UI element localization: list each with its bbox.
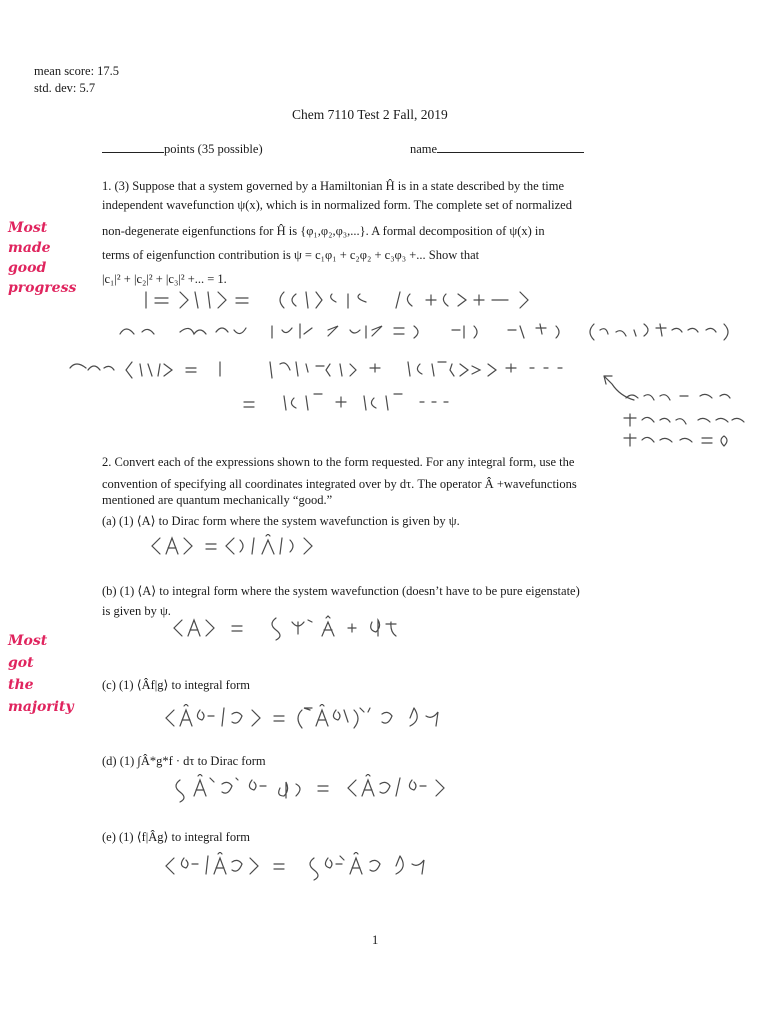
q2-margin-note bbox=[8, 630, 74, 718]
q1-line1: 1. (3) Suppose that a system governed by a Hamiltonian Ĥ is in a state described by the time bbox=[102, 179, 565, 193]
points-label: points (35 possible) bbox=[164, 142, 263, 156]
q2-margin-word: majority bbox=[8, 699, 74, 715]
q2b-prompt-1: (b) (1) ⟨A⟩ to integral form where the system wavefunction (doesn’t have to be pure eigenstate) bbox=[102, 584, 580, 598]
std-dev: std. dev: 5.7 bbox=[34, 81, 96, 95]
q1-margin-word: made bbox=[8, 240, 51, 256]
page-number: 1 bbox=[372, 933, 379, 947]
page-title: Chem 7110 Test 2 Fall, 2019 bbox=[292, 107, 448, 122]
q1-line2: independent wavefunction ψ(x), which is in normalized form. The complete set of normalized bbox=[102, 198, 572, 212]
q2b-handwritten-answer bbox=[172, 614, 402, 642]
q1-handwritten-work bbox=[60, 280, 760, 450]
q2d-handwritten-answer bbox=[172, 774, 472, 804]
q2e-prompt: (e) (1) ⟨f|Âg⟩ to integral form bbox=[102, 830, 250, 844]
q2b-prompt-2: is given by ψ. bbox=[102, 604, 171, 618]
q1-line3: non-degenerate eigenfunctions for Ĥ is {φ₁,φ₂,φ₃,...}. A formal decomposition of ψ(x) in bbox=[102, 224, 545, 238]
q2-margin-word: Most bbox=[8, 633, 48, 649]
q2e-handwritten-answer bbox=[164, 852, 454, 882]
q1-line5: |c₁|² + |c₂|² + |c₃|² +... = 1. bbox=[102, 272, 227, 286]
q2-line1: 2. Convert each of the expressions shown to the form requested. For any integral form, use the bbox=[102, 455, 575, 469]
points-blank bbox=[102, 140, 164, 153]
q2d-prompt: (d) (1) ∫Â*g*f · dτ to Dirac form bbox=[102, 754, 266, 768]
name-blank bbox=[437, 140, 584, 153]
q2a-prompt: (a) (1) ⟨A⟩ to Dirac form where the system wavefunction is given by ψ. bbox=[102, 514, 460, 528]
mean-score: mean score: 17.5 bbox=[34, 64, 120, 78]
name-line bbox=[410, 140, 584, 158]
points-line bbox=[102, 140, 263, 158]
name-label: name bbox=[410, 142, 438, 156]
q2-margin-word: the bbox=[8, 677, 34, 693]
q2c-handwritten-answer bbox=[164, 704, 464, 734]
q1-line4: terms of eigenfunction contribution is ψ = c₁φ₁ + c₂φ₂ + c₃φ₃ +... Show that bbox=[102, 248, 480, 262]
q1-margin-word: progress bbox=[8, 280, 77, 296]
q2c-prompt: (c) (1) ⟨Âf|g⟩ to integral form bbox=[102, 678, 250, 692]
q2a-handwritten-answer bbox=[150, 534, 350, 558]
q1-margin-word: good bbox=[8, 260, 47, 276]
q2-line2: convention of specifying all coordinates integrated over by dτ. The operator Â +wavefunctions bbox=[102, 477, 577, 491]
q2-line3: mentioned are quantum mechanically “good.” bbox=[102, 493, 333, 507]
q1-margin-word: Most bbox=[8, 220, 48, 236]
q2-margin-word: got bbox=[8, 655, 34, 671]
